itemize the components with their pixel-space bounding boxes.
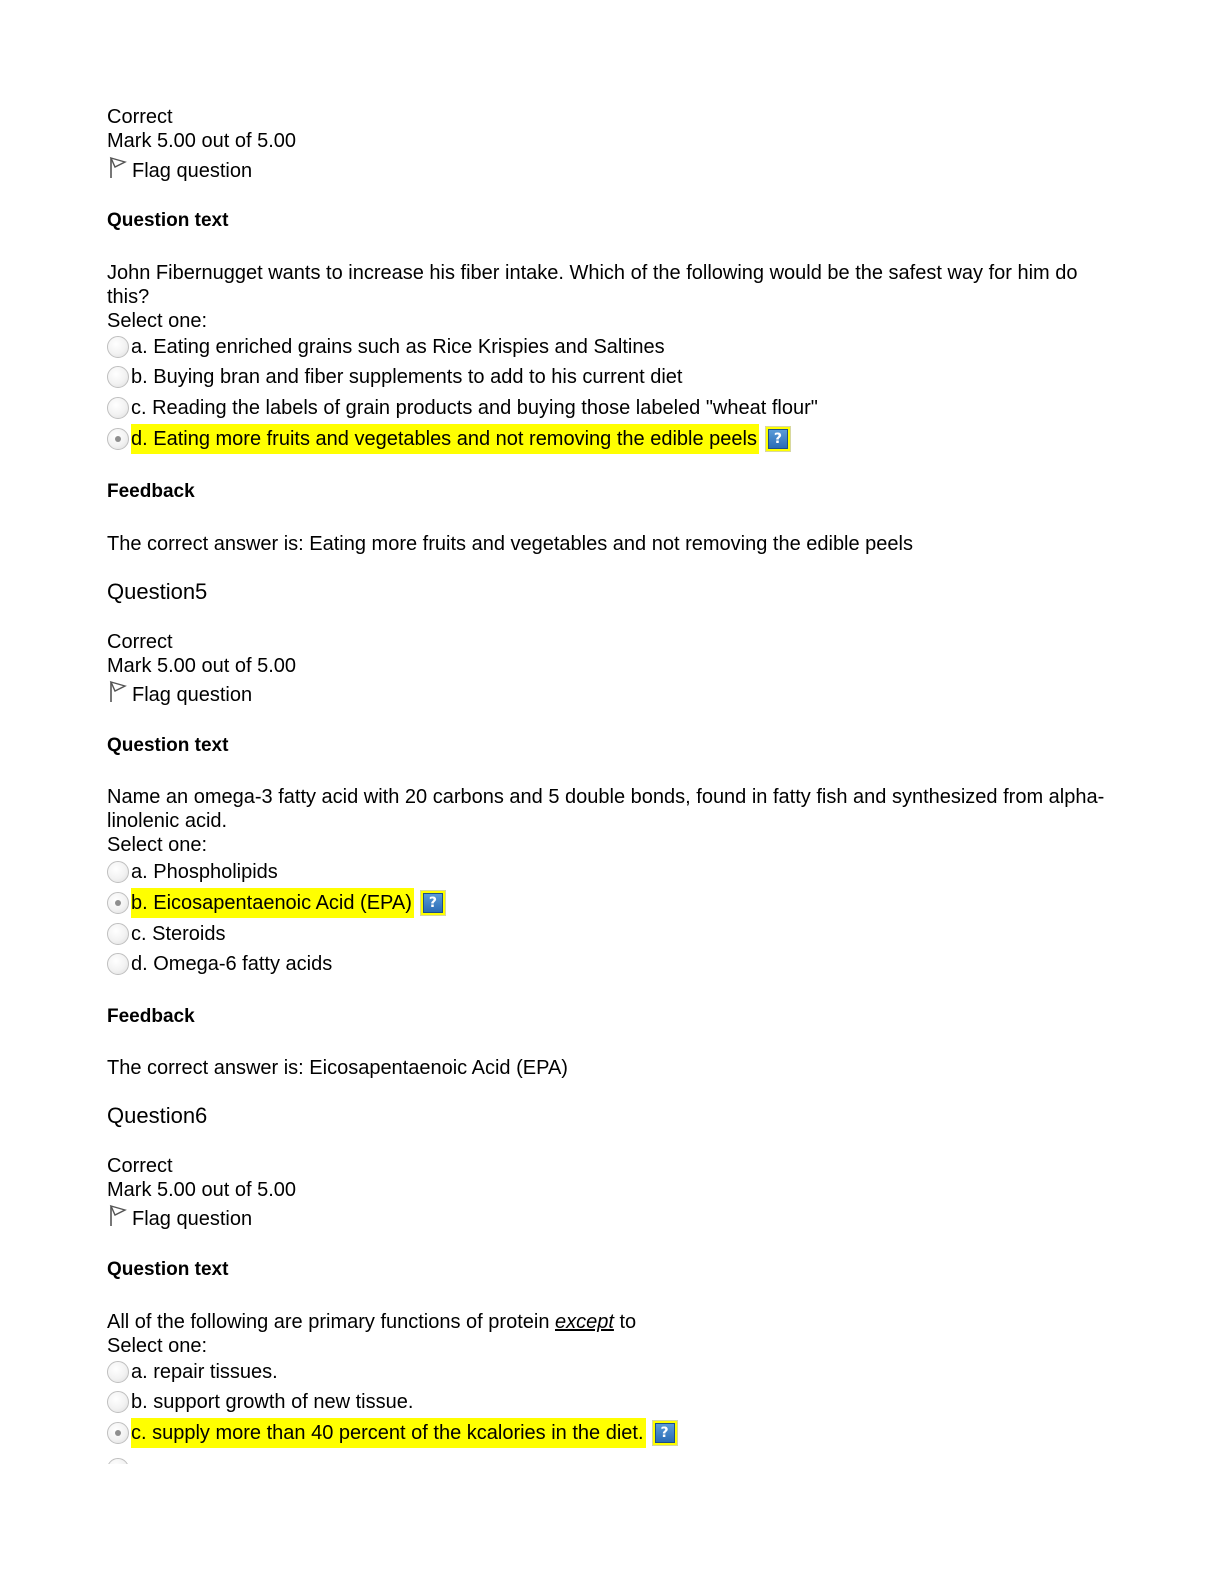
- radio-button-checked[interactable]: [107, 892, 129, 914]
- flag-question-link[interactable]: [107, 683, 252, 707]
- answer-option[interactable]: [107, 919, 225, 949]
- radio-button-checked[interactable]: [107, 1422, 129, 1444]
- flag-icon: [107, 1204, 129, 1228]
- answer-option-label: a. Eating enriched grains such as Rice Krispies and Saltines: [131, 336, 665, 358]
- answer-option-selected[interactable]: [107, 424, 791, 454]
- answer-option[interactable]: [107, 393, 818, 423]
- feedback-heading: Feedback: [107, 481, 195, 502]
- answer-option-label: b. Buying bran and fiber supplements to add to his current diet: [131, 366, 683, 388]
- feedback-heading: Feedback: [107, 1006, 195, 1027]
- radio-button[interactable]: [107, 1458, 129, 1464]
- question-state: Correct: [107, 106, 173, 128]
- select-one-label: Select one:: [107, 1335, 208, 1357]
- flag-icon: [107, 680, 129, 704]
- question-title: Question5: [107, 579, 208, 604]
- flag-question-link[interactable]: [107, 1207, 252, 1231]
- answer-option[interactable]: [107, 949, 332, 979]
- flag-icon: [107, 156, 129, 180]
- radio-button-checked[interactable]: [107, 428, 129, 450]
- answer-option-label: d. Eating more fruits and vegetables and not removing the edible peels: [131, 424, 759, 454]
- radio-button[interactable]: [107, 366, 129, 388]
- answer-option-label: d. Omega-6 fatty acids: [131, 953, 333, 975]
- radio-button[interactable]: [107, 953, 129, 975]
- question-title: Question6: [107, 1103, 208, 1128]
- radio-button[interactable]: [107, 923, 129, 945]
- question-text-heading: Question text: [107, 1259, 229, 1280]
- flag-question-label: Flag question: [132, 1208, 253, 1230]
- question-mark: Mark 5.00 out of 5.00: [107, 1179, 297, 1201]
- answer-option-label: b. support growth of new tissue.: [131, 1391, 414, 1413]
- answer-option-label: c. supply more than 40 percent of the kcalories in the diet.: [131, 1418, 646, 1448]
- answer-option[interactable]: [107, 857, 278, 887]
- answer-option-selected[interactable]: [107, 1418, 678, 1448]
- feedback-text: The correct answer is: Eating more fruits and vegetables and not removing the edible peels: [107, 533, 913, 555]
- answer-option[interactable]: [107, 1357, 278, 1387]
- help-icon[interactable]: ?: [420, 890, 446, 916]
- emphasis-except: except: [555, 1311, 614, 1333]
- flag-question-link[interactable]: [107, 159, 252, 183]
- flag-question-label: Flag question: [132, 684, 253, 706]
- answer-option[interactable]: [107, 362, 682, 392]
- answer-option-label: a. repair tissues.: [131, 1361, 278, 1383]
- radio-button[interactable]: [107, 397, 129, 419]
- answer-option-partial[interactable]: [107, 1458, 131, 1464]
- question-text: John Fibernugget wants to increase his fiber intake. Which of the following would be the safest way for him do this?: [107, 262, 1078, 308]
- help-icon[interactable]: ?: [765, 426, 791, 452]
- answer-option-selected[interactable]: [107, 888, 446, 918]
- feedback-text: The correct answer is: Eicosapentaenoic Acid (EPA): [107, 1057, 568, 1079]
- question-state: Correct: [107, 631, 173, 653]
- question-mark: Mark 5.00 out of 5.00: [107, 655, 297, 677]
- radio-button[interactable]: [107, 861, 129, 883]
- flag-question-label: Flag question: [132, 160, 253, 182]
- answer-option[interactable]: [107, 332, 665, 362]
- question-text-heading: Question text: [107, 210, 229, 231]
- radio-button[interactable]: [107, 336, 129, 358]
- answer-option-label: a. Phospholipids: [131, 861, 278, 883]
- answer-option[interactable]: [107, 1387, 413, 1417]
- question-text-heading: Question text: [107, 735, 229, 756]
- help-icon[interactable]: ?: [652, 1420, 678, 1446]
- select-one-label: Select one:: [107, 310, 208, 332]
- question-state: Correct: [107, 1155, 173, 1177]
- question-text: All of the following are primary functions of protein except to: [107, 1311, 637, 1333]
- select-one-label: Select one:: [107, 834, 208, 856]
- radio-button[interactable]: [107, 1361, 129, 1383]
- radio-button[interactable]: [107, 1391, 129, 1413]
- answer-option-label: b. Eicosapentaenoic Acid (EPA): [131, 888, 414, 918]
- question-text: Name an omega-3 fatty acid with 20 carbons and 5 double bonds, found in fatty fish and synthesized from alpha-linolenic acid.: [107, 786, 1105, 832]
- answer-option-label: c. Reading the labels of grain products and buying those labeled "wheat flour": [131, 397, 818, 419]
- answer-option-label: c. Steroids: [131, 923, 226, 945]
- question-mark: Mark 5.00 out of 5.00: [107, 130, 297, 152]
